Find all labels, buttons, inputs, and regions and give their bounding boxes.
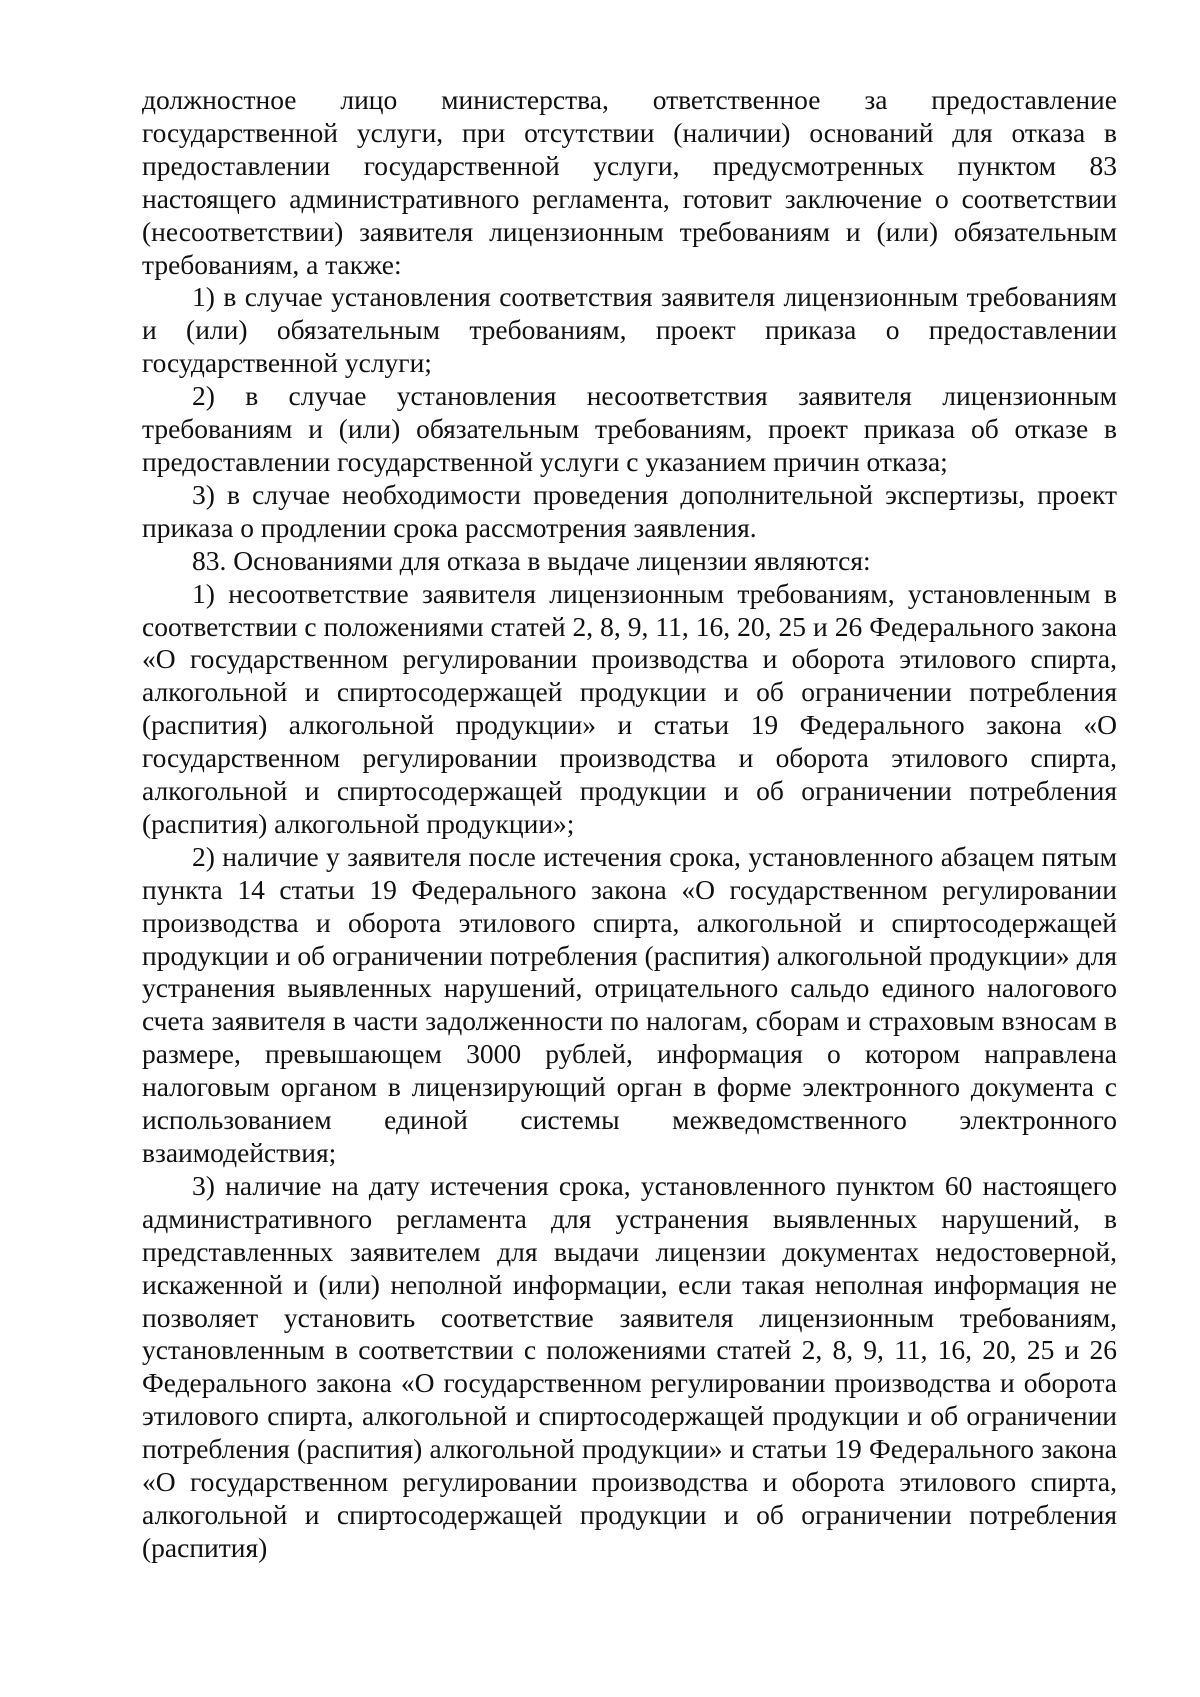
paragraph-clause-83-item-3: 3) наличие на дату истечения срока, установленного пунктом 60 настоящего административного регламента для устранения выявленных нарушений, в представленных заявителем для выдачи лицензии документах недостоверной, искаженной и (или) неполной информации, если такая неполная информация не позволяет установить соответствие заявителя лицензионным требованиям, установленным в соответствии с положениями статей 2, 8, 9, 11, 16, 20, 25 и 26 Федерального закона «О государственном регулировании производства и оборота этилового спирта, алкогольной и спиртосодержащей продукции и об ограничении потребления (распития) алкогольной продукции» и статьи 19 Федерального закона «О государственном регулировании производства и оборота этилового спирта, алкогольной и спиртосодержащей продукции и об ограничении потребления (распития) [142, 1169, 1117, 1563]
document-body [142, 84, 1117, 1565]
paragraph-item-3: 3) в случае необходимости проведения дополнительной экспертизы, проект приказа о продлении срока рассмотрения заявления. [142, 478, 1117, 543]
paragraph-item-2: 2) в случае установления несоответствия заявителя лицензионным требованиям и (или) обязательным требованиям, проект приказа об отказе в предоставлении государственной услуги с указанием причин отказа; [142, 380, 1117, 477]
paragraph-item-1: 1) в случае установления соответствия заявителя лицензионным требованиям и (или) обязательным требованиям, проект приказа о предоставлении государственной услуги; [142, 281, 1117, 379]
paragraph-clause-83-item-2: 2) наличие у заявителя после истечения срока, установленного абзацем пятым пункта 14 статьи 19 Федерального закона «О государственном регулировании производства и оборота этилового спирта, алкогольной и спиртосодержащей продукции и об ограничении потребления (распития) алкогольной продукции» для устранения выявленных нарушений, отрицательного сальдо единого налогового счета заявителя в части задолженности по налогам, сборам и страховым взносам в размере, превышающем 3000 рублей, информация о котором направлена налоговым органом в лицензирующий орган в форме электронного документа с использованием единой системы межведомственного электронного взаимодействия; [142, 840, 1117, 1168]
paragraph-clause-83: 83. Основаниями для отказа в выдаче лицензии являются: [192, 544, 871, 576]
paragraph-continuation: должностное лицо министерства, ответственное за предоставление государственной услуги, при отсутствии (наличии) оснований для отказа в предоставлении государственной услуги, предусмотренных пунктом 83 настоящего административного регламента, готовит заключение о соответствии (несоответствии) заявителя лицензионным требованиям и (или) обязательным требованиям, а также: [142, 84, 1117, 280]
paragraph-clause-83-item-1: 1) несоответствие заявителя лицензионным требованиям, установленным в соответствии с положениями статей 2, 8, 9, 11, 16, 20, 25 и 26 Федерального закона «О государственном регулировании производства и оборота этилового спирта, алкогольной и спиртосодержащей продукции и об ограничении потребления (распития) алкогольной продукции» и статьи 19 Федерального закона «О государственном регулировании производства и оборота этилового спирта, алкогольной и спиртосодержащей продукции и об ограничении потребления (распития) алкогольной продукции»; [142, 577, 1117, 839]
